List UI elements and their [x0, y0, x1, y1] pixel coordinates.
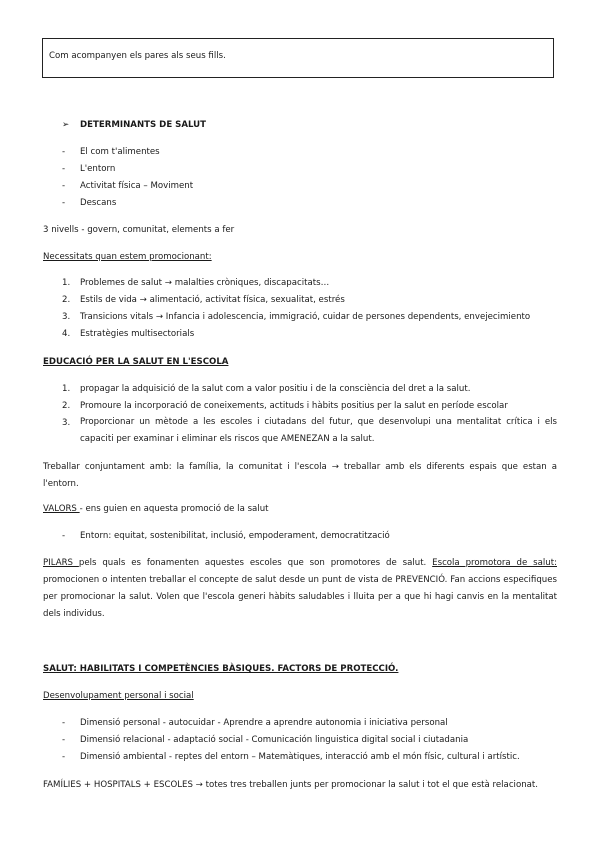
educacio-heading: EDUCACIÓ PER LA SALUT EN L'ESCOLA [43, 357, 229, 367]
arrow-bullet: ➢ [62, 120, 70, 130]
determinants-heading: DETERMINANTS DE SALUT [80, 120, 207, 130]
necessitats-heading: Necessitats quan estem promocionant: [43, 252, 212, 262]
treballar-paragraph: Treballar conjuntament amb: la família, la comunitat i l'escola → treballar amb els diferents espais que estan a l'entorn. [43, 462, 557, 489]
box-text: Com acompanyen els pares als seus fills. [49, 51, 226, 61]
closing-line: FAMÍLIES + HOSPITALS + ESCOLES → totes tres treballen junts per promocionar la salut i tot el que està relacionat. [43, 780, 539, 790]
list-item: Transicions vitals → Infancia i adolescencia, immigració, cuidar de persones dependents, envejecimiento [80, 312, 531, 322]
habilitats-subheading: Desenvolupament personal i social [43, 691, 194, 701]
list-item: Promoure la incorporació de coneixements, actituds i hàbits positius per la salut en període escolar [80, 401, 508, 411]
dash-bullet: - [62, 752, 66, 762]
list-item: Dimensió personal - autocuidar - Aprendre a aprendre autonomia i iniciativa personal [80, 718, 448, 728]
list-item: Entorn: equitat, sostenibilitat, inclusió, empoderament, democratització [80, 531, 390, 541]
list-item: El com t'alimentes [80, 147, 160, 157]
text-box [42, 38, 554, 78]
pilars-text-2: promocionen o intenten treballar el concepte de salut desde un punt de vista de PREVENCIÓ. Fan accions especifiques per promocionar la salut. Volen que l'escola generi hàbits saludables i lluita per a que hi hagi canvis en la mentalitat dels individus. [43, 575, 557, 619]
list-number: 3. [62, 312, 71, 322]
dash-bullet: - [62, 735, 66, 745]
dash-bullet: - [62, 147, 66, 157]
valors-label: VALORS [43, 504, 80, 514]
list-item: Activitat física – Moviment [80, 181, 194, 191]
list-item: Problemes de salut → malalties cròniques, discapacitats… [80, 278, 330, 288]
list-item: Estratègies multisectorials [80, 329, 195, 339]
dash-bullet: - [62, 181, 66, 191]
list-number: 2. [62, 295, 71, 305]
dash-bullet: - [62, 198, 66, 208]
list-number: 2. [62, 401, 71, 411]
dash-bullet: - [62, 718, 66, 728]
list-item: Descans [80, 198, 117, 208]
habilitats-heading: SALUT: HABILITATS I COMPETÈNCIES BÀSIQUES. FACTORS DE PROTECCIÓ. [43, 664, 399, 674]
list-number: 3. [62, 418, 71, 428]
valors-text: - ens guien en aquesta promoció de la salut [79, 504, 269, 514]
levels-line: 3 nivells - govern, comunitat, elements a fer [43, 225, 235, 235]
list-item: Dimensió ambiental - reptes del entorn – Matemàtiques, interacció amb el món físic, cultural i artístic. [80, 752, 520, 762]
pilars-paragraph [43, 555, 557, 623]
list-item: L'entorn [80, 164, 116, 174]
pilars-label: PILARS [43, 558, 79, 568]
dash-bullet: - [62, 531, 66, 541]
list-item: Estils de vida → alimentació, activitat física, sexualitat, estrés [80, 295, 345, 305]
dash-bullet: - [62, 164, 66, 174]
list-item: Proporcionar un mètode a les escoles i ciutadans del futur, que desenvolupi una mentalitat crítica i els capaciti per examinar i eliminar els riscos que AMENEZAN a la salut. [80, 417, 557, 444]
escola-label: Escola promotora de salut: [432, 558, 557, 568]
list-number: 1. [62, 384, 71, 394]
pilars-text: pels quals es fonamenten aquestes escoles que son promotores de salut. [78, 558, 433, 568]
list-item: propagar la adquisició de la salut com a valor positiu i de la consciència del dret a la salut. [80, 384, 471, 394]
valors-line [43, 504, 269, 514]
list-number: 1. [62, 278, 71, 288]
list-item: Dimensió relacional - adaptació social - Comunicación linguistica digital social i ciutadania [80, 735, 469, 745]
list-number: 4. [62, 329, 71, 339]
